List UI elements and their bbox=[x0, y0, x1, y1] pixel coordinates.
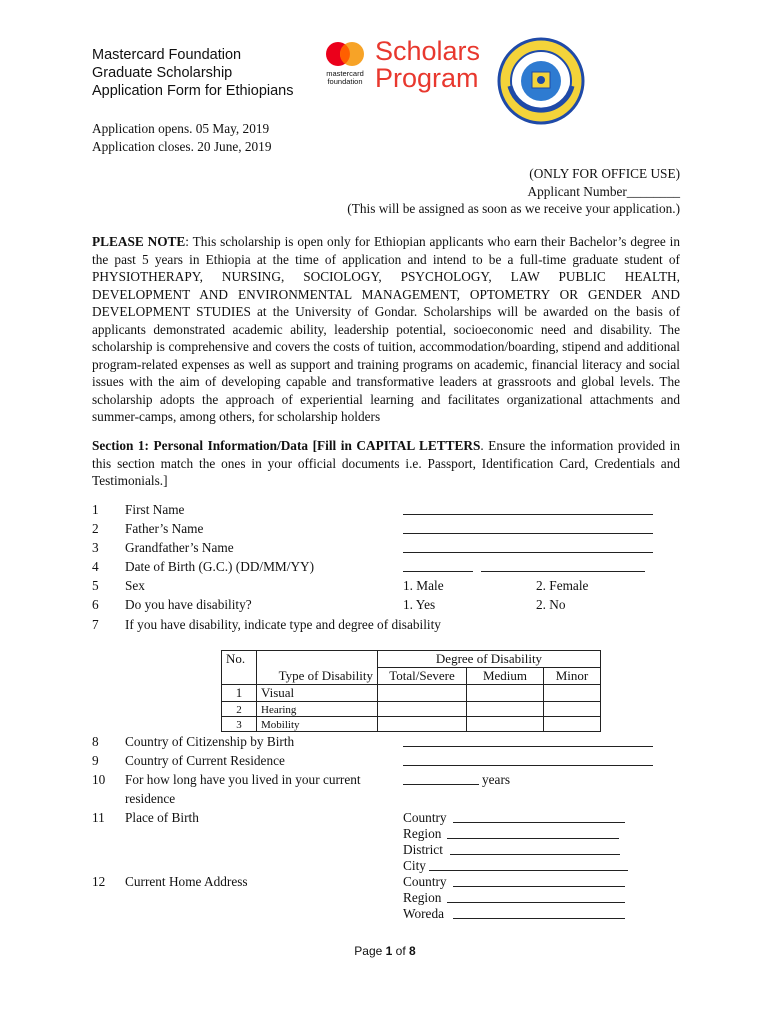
table-header-degree: Degree of Disability bbox=[378, 651, 601, 668]
table-header-no: No. bbox=[222, 651, 257, 668]
program-word: Scholars bbox=[375, 36, 481, 66]
page-footer bbox=[0, 944, 770, 958]
years-suffix: years bbox=[482, 772, 511, 787]
mc-text: mastercard bbox=[326, 69, 364, 78]
office-use-block bbox=[300, 165, 680, 218]
table-row bbox=[222, 702, 601, 717]
table-cell-type: Visual bbox=[257, 685, 378, 702]
item-number: 4 bbox=[92, 559, 99, 574]
office-use-label: (ONLY FOR OFFICE USE) bbox=[529, 166, 680, 181]
disability-option-no[interactable]: 2. No bbox=[536, 597, 566, 612]
section1-heading bbox=[92, 437, 680, 490]
table-cell-no: 3 bbox=[222, 717, 257, 732]
residence-duration-field[interactable] bbox=[403, 784, 479, 785]
title-line: Application Form for Ethiopians bbox=[92, 83, 294, 99]
item-number: 11 bbox=[92, 810, 105, 825]
grandfathers-name-field[interactable] bbox=[403, 552, 653, 553]
first-name-label: First Name bbox=[125, 502, 185, 517]
disability-question-label: Do you have disability? bbox=[125, 597, 252, 612]
table-cell-severe[interactable] bbox=[378, 685, 467, 702]
dob-field-2[interactable] bbox=[481, 571, 645, 572]
dob-label: Date of Birth (G.C.) (DD/MM/YY) bbox=[125, 559, 315, 574]
birth-district-label: District bbox=[403, 842, 443, 857]
footer-prefix: Page bbox=[354, 944, 386, 958]
closes-date: Application closes. 20 June, 2019 bbox=[92, 138, 272, 154]
program-word: Program bbox=[375, 63, 479, 93]
citizenship-field[interactable] bbox=[403, 746, 653, 747]
citizenship-label: Country of Citizenship by Birth bbox=[125, 734, 295, 749]
place-of-birth-label: Place of Birth bbox=[125, 810, 199, 825]
item-number: 3 bbox=[92, 540, 99, 555]
title-line: Mastercard Foundation bbox=[92, 47, 242, 63]
application-dates bbox=[92, 120, 271, 155]
address-woreda-field[interactable] bbox=[453, 918, 625, 919]
mc-text: foundation bbox=[327, 77, 363, 86]
table-cell-medium[interactable] bbox=[467, 717, 544, 732]
residence-label: Country of Current Residence bbox=[125, 753, 285, 768]
page-number: 1 bbox=[385, 944, 393, 958]
birth-city-field[interactable] bbox=[429, 870, 628, 871]
residence-duration-label: For how long have you lived in your current bbox=[125, 772, 361, 787]
first-name-field[interactable] bbox=[403, 514, 653, 515]
office-use-note: (This will be assigned as soon as we receive your application.) bbox=[347, 201, 680, 216]
table-cell-no: 1 bbox=[222, 685, 257, 702]
opens-date: Application opens. 05 May, 2019 bbox=[92, 121, 270, 136]
residence-duration-label-2: residence bbox=[125, 791, 176, 806]
table-cell-severe[interactable] bbox=[378, 702, 467, 717]
university-seal-icon bbox=[496, 36, 586, 126]
section1-title: Section 1: Personal Information/Data [Fill in CAPITAL LETTERS bbox=[92, 438, 481, 453]
table-header-blank bbox=[222, 668, 257, 685]
item-number: 6 bbox=[92, 597, 99, 612]
table-cell-medium[interactable] bbox=[467, 702, 544, 717]
page-total: 8 bbox=[409, 944, 416, 958]
sex-option-female[interactable]: 2. Female bbox=[536, 578, 589, 593]
disability-type-label: If you have disability, indicate type and degree of disability bbox=[125, 617, 441, 632]
table-cell-medium[interactable] bbox=[467, 685, 544, 702]
footer-of: of bbox=[392, 944, 410, 958]
applicant-number-field: Applicant Number________ bbox=[527, 183, 680, 199]
item-number: 8 bbox=[92, 734, 99, 749]
disability-table bbox=[221, 650, 601, 732]
table-cell-minor[interactable] bbox=[544, 702, 601, 717]
please-note-label: PLEASE NOTE bbox=[92, 234, 186, 249]
birth-country-field[interactable] bbox=[453, 822, 625, 823]
birth-city-label: City bbox=[403, 858, 426, 873]
address-woreda-label: Woreda bbox=[403, 906, 445, 921]
please-note bbox=[92, 233, 680, 426]
home-address-label: Current Home Address bbox=[125, 874, 248, 889]
scholars-program-logo bbox=[375, 38, 480, 92]
birth-country-label: Country bbox=[403, 810, 447, 825]
address-country-field[interactable] bbox=[453, 886, 625, 887]
residence-field[interactable] bbox=[403, 765, 653, 766]
item-number: 5 bbox=[92, 578, 99, 593]
table-cell-no: 2 bbox=[222, 702, 257, 717]
table-col-minor: Minor bbox=[544, 668, 601, 685]
table-cell-severe[interactable] bbox=[378, 717, 467, 732]
table-cell-minor[interactable] bbox=[544, 685, 601, 702]
item-number: 9 bbox=[92, 753, 99, 768]
address-region-label: Region bbox=[403, 890, 442, 905]
birth-district-field[interactable] bbox=[450, 854, 620, 855]
address-region-field[interactable] bbox=[447, 902, 625, 903]
table-row bbox=[222, 685, 601, 702]
item-number: 10 bbox=[92, 772, 106, 787]
table-row bbox=[222, 717, 601, 732]
item-number: 1 bbox=[92, 502, 99, 517]
form-title bbox=[92, 46, 294, 100]
section1-instructions: . Ensure the information provided in this section match the ones in your official documents i.e. Passport, Identification Card, Credentials and Testimonials.] bbox=[92, 438, 681, 488]
table-col-severe: Total/Severe bbox=[378, 668, 467, 685]
table-cell-minor[interactable] bbox=[544, 717, 601, 732]
birth-region-label: Region bbox=[403, 826, 442, 841]
table-cell-type: Hearing bbox=[257, 702, 378, 717]
sex-option-male[interactable]: 1. Male bbox=[403, 578, 444, 593]
fathers-name-label: Father’s Name bbox=[125, 521, 204, 536]
table-cell-type: Mobility bbox=[257, 717, 378, 732]
please-note-text: : This scholarship is open only for Ethiopian applicants who earn their Bachelor’s degree in the past 5 years in Ethiopia at the time of application and intend to be a full-time graduate student of PHYSIOTHERAPY, NURSING, SOCIOLOGY, PSYCHOLOGY, LAW PUBLIC HEALTH, DEVELOPMENT AND ENVIRONMENTAL MANAGEMENT, OPTOMETRY OR GENDER AND DEVELOPMENT STUDIES at the University of Gondar. Scholarships will be awarded on the basis of applicants demonstrated academic ability, leadership potential, socioeconomic need and disability. The scholarship is comprehensive and covers the costs of tuition, accommodation/boarding, stipend and additional program-related expenses as well as support and training programs on academic, financial literacy and social issues with the aim of developing capable and transformative leaders at grassroots and global levels. The scholarship adopts the approach of experiential learning and facilitates organizational attachments and summer-camps, among others, for scholarship holders bbox=[92, 234, 680, 424]
sex-label: Sex bbox=[125, 578, 145, 593]
table-col-medium: Medium bbox=[467, 668, 544, 685]
grandfathers-name-label: Grandfather’s Name bbox=[125, 540, 234, 555]
table-header-type: Type of Disability bbox=[257, 651, 378, 685]
title-line: Graduate Scholarship bbox=[92, 65, 233, 81]
fathers-name-field[interactable] bbox=[403, 533, 653, 534]
mastercard-wordmark bbox=[320, 70, 370, 86]
item-number: 12 bbox=[92, 874, 106, 889]
birth-region-field[interactable] bbox=[447, 838, 619, 839]
disability-option-yes[interactable]: 1. Yes bbox=[403, 597, 436, 612]
item-number: 7 bbox=[92, 617, 99, 632]
address-country-label: Country bbox=[403, 874, 447, 889]
item-number: 2 bbox=[92, 521, 99, 536]
dob-field-1[interactable] bbox=[403, 571, 473, 572]
